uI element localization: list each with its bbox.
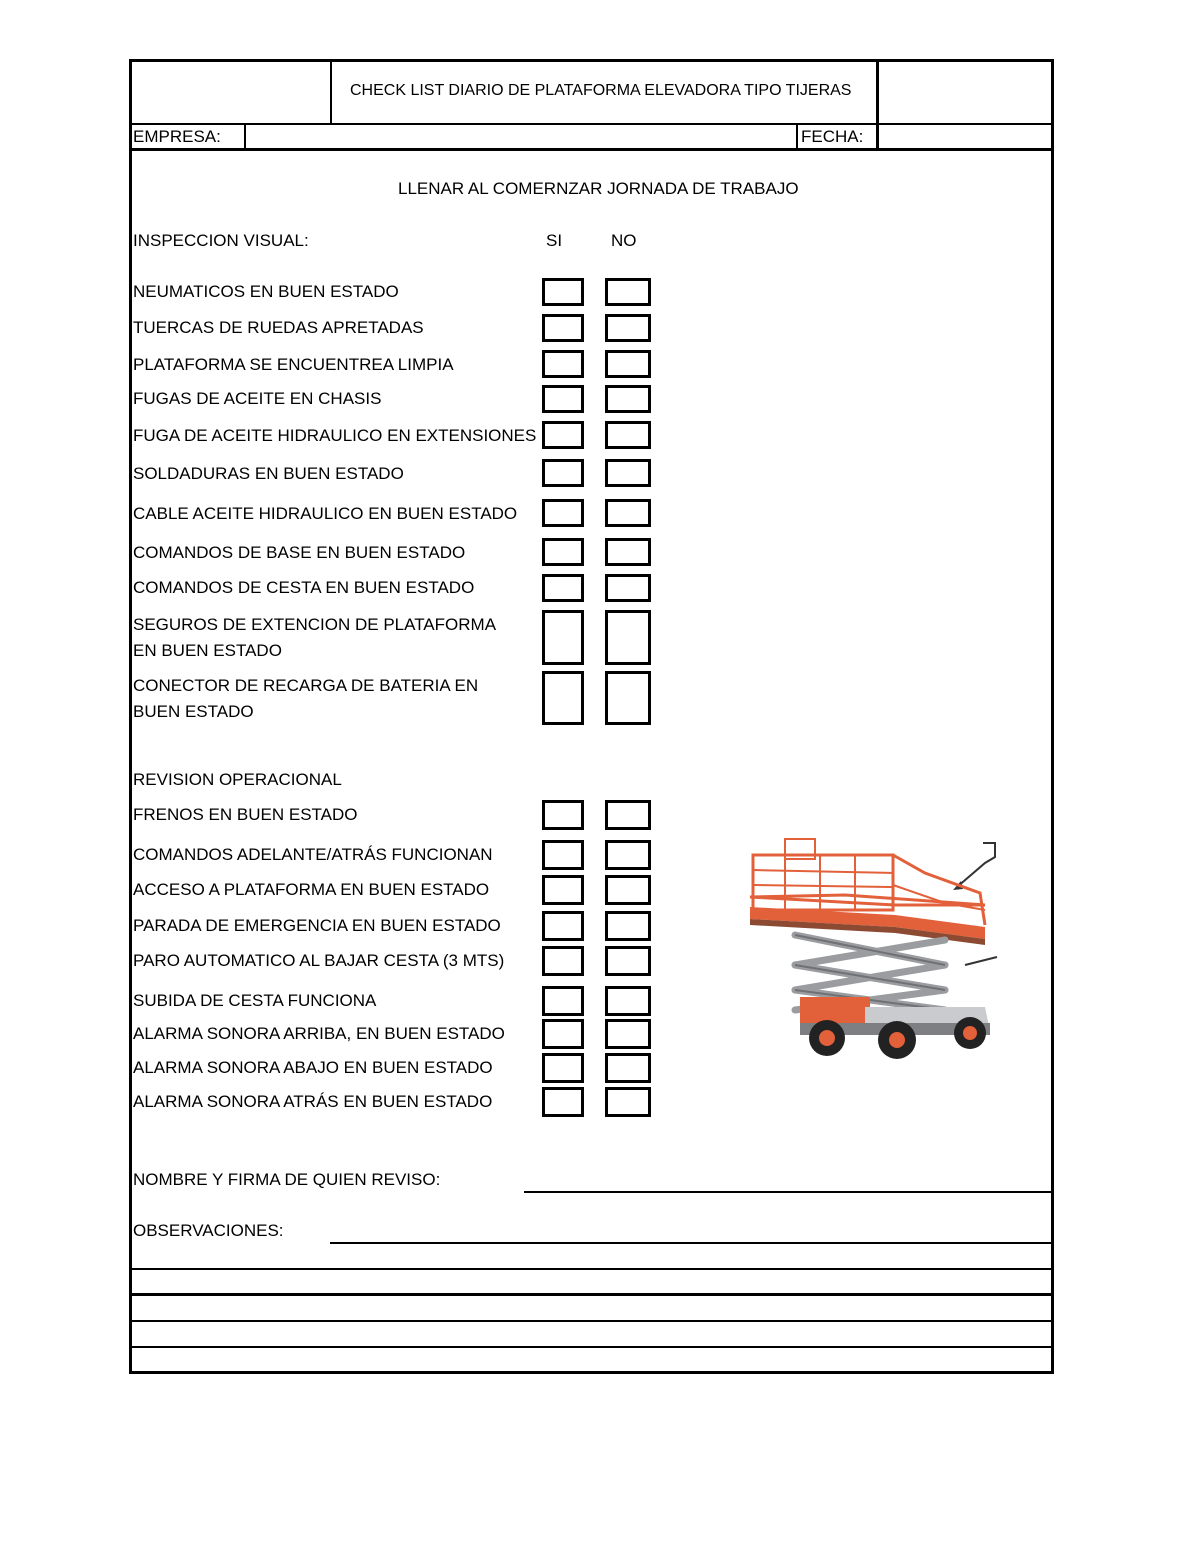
empresa-label: EMPRESA: [133,127,221,146]
visual-item-si-checkbox[interactable] [542,610,584,665]
operational-item-label: ACCESO A PLATAFORMA EN BUEN ESTADO [133,880,490,899]
operational-item-label: PARADA DE EMERGENCIA EN BUEN ESTADO [133,916,501,935]
visual-item-si-checkbox[interactable] [542,538,584,566]
empresa-field[interactable] [250,125,790,147]
operational-item-no-checkbox[interactable] [605,1053,651,1083]
visual-item-si-checkbox[interactable] [542,499,584,527]
title-left-divider [330,59,332,124]
operational-item-label: COMANDOS ADELANTE/ATRÁS FUNCIONAN [133,845,493,864]
operational-item-si-checkbox[interactable] [542,1087,584,1117]
visual-inspection-title: INSPECCION VISUAL: [133,231,309,250]
visual-item-no-checkbox[interactable] [605,574,651,602]
fecha-divider [796,124,798,149]
visual-item-no-checkbox[interactable] [605,538,651,566]
visual-item-si-checkbox[interactable] [542,314,584,342]
empresa-divider [244,124,246,149]
visual-item-label: SEGUROS DE EXTENCION DE PLATAFORMA EN BUEN ESTADO [133,615,496,660]
title-right-divider [876,59,879,149]
visual-item-no-checkbox[interactable] [605,499,651,527]
signature-line[interactable] [524,1191,1054,1193]
visual-item-no-checkbox[interactable] [605,278,651,306]
operational-item-no-checkbox[interactable] [605,840,651,870]
visual-item-label: NEUMATICOS EN BUEN ESTADO [133,282,399,301]
observations-line[interactable] [129,1293,1054,1296]
signature-label: NOMBRE Y FIRMA DE QUIEN REVISO: [133,1170,441,1189]
operational-item-label: ALARMA SONORA ABAJO EN BUEN ESTADO [133,1058,493,1077]
operational-item-no-checkbox[interactable] [605,1019,651,1049]
visual-item-si-checkbox[interactable] [542,459,584,487]
visual-item-label: PLATAFORMA SE ENCUENTREA LIMPIA [133,355,454,374]
visual-item-no-checkbox[interactable] [605,350,651,378]
observations-line[interactable] [330,1242,1054,1244]
header-bottom-divider [129,148,1054,151]
visual-item-label: FUGA DE ACEITE HIDRAULICO EN EXTENSIONES [133,426,537,445]
visual-item-no-checkbox[interactable] [605,421,651,449]
operational-item-si-checkbox[interactable] [542,911,584,941]
operational-item-si-checkbox[interactable] [542,800,584,830]
fecha-label: FECHA: [801,127,864,146]
operational-item-label: PARO AUTOMATICO AL BAJAR CESTA (3 MTS) [133,951,505,970]
scissor-lift-illustration [745,835,1000,1060]
operational-item-no-checkbox[interactable] [605,1087,651,1117]
visual-item-label: SOLDADURAS EN BUEN ESTADO [133,464,404,483]
operational-review-title: REVISION OPERACIONAL [133,770,342,789]
observations-line[interactable] [129,1268,1054,1270]
visual-item-si-checkbox[interactable] [542,421,584,449]
visual-item-no-checkbox[interactable] [605,610,651,665]
operational-item-si-checkbox[interactable] [542,1019,584,1049]
visual-item-si-checkbox[interactable] [542,278,584,306]
visual-item-no-checkbox[interactable] [605,314,651,342]
operational-item-label: SUBIDA DE CESTA FUNCIONA [133,991,377,1010]
form-title: CHECK LIST DIARIO DE PLATAFORMA ELEVADORA TIPO TIJERAS [350,82,852,99]
operational-item-label: ALARMA SONORA ARRIBA, EN BUEN ESTADO [133,1024,505,1043]
operational-item-si-checkbox[interactable] [542,986,584,1016]
operational-item-no-checkbox[interactable] [605,986,651,1016]
visual-item-label: COMANDOS DE BASE EN BUEN ESTADO [133,543,466,562]
visual-item-label: TUERCAS DE RUEDAS APRETADAS [133,318,424,337]
observations-label: OBSERVACIONES: [133,1221,284,1240]
operational-item-si-checkbox[interactable] [542,875,584,905]
visual-item-si-checkbox[interactable] [542,574,584,602]
column-si-label: SI [546,231,563,250]
fecha-field[interactable] [882,125,1047,147]
visual-item-si-checkbox[interactable] [542,385,584,413]
observations-line[interactable] [129,1346,1054,1348]
operational-item-no-checkbox[interactable] [605,875,651,905]
operational-item-si-checkbox[interactable] [542,840,584,870]
visual-item-label: CONECTOR DE RECARGA DE BATERIA EN BUEN ESTADO [133,676,479,721]
visual-item-label: FUGAS DE ACEITE EN CHASIS [133,389,382,408]
operational-item-label: ALARMA SONORA ATRÁS EN BUEN ESTADO [133,1092,493,1111]
observations-line[interactable] [129,1320,1054,1322]
operational-item-no-checkbox[interactable] [605,911,651,941]
operational-item-si-checkbox[interactable] [542,946,584,976]
operational-item-label: FRENOS EN BUEN ESTADO [133,805,358,824]
operational-item-no-checkbox[interactable] [605,800,651,830]
column-no-label: NO [611,231,637,250]
visual-item-label: COMANDOS DE CESTA EN BUEN ESTADO [133,578,475,597]
visual-item-no-checkbox[interactable] [605,385,651,413]
visual-item-si-checkbox[interactable] [542,671,584,725]
visual-item-si-checkbox[interactable] [542,350,584,378]
operational-item-si-checkbox[interactable] [542,1053,584,1083]
visual-item-label: CABLE ACEITE HIDRAULICO EN BUEN ESTADO [133,504,518,523]
visual-item-no-checkbox[interactable] [605,671,651,725]
instruction-text: LLENAR AL COMERNZAR JORNADA DE TRABAJO [398,179,799,198]
operational-item-no-checkbox[interactable] [605,946,651,976]
visual-item-no-checkbox[interactable] [605,459,651,487]
